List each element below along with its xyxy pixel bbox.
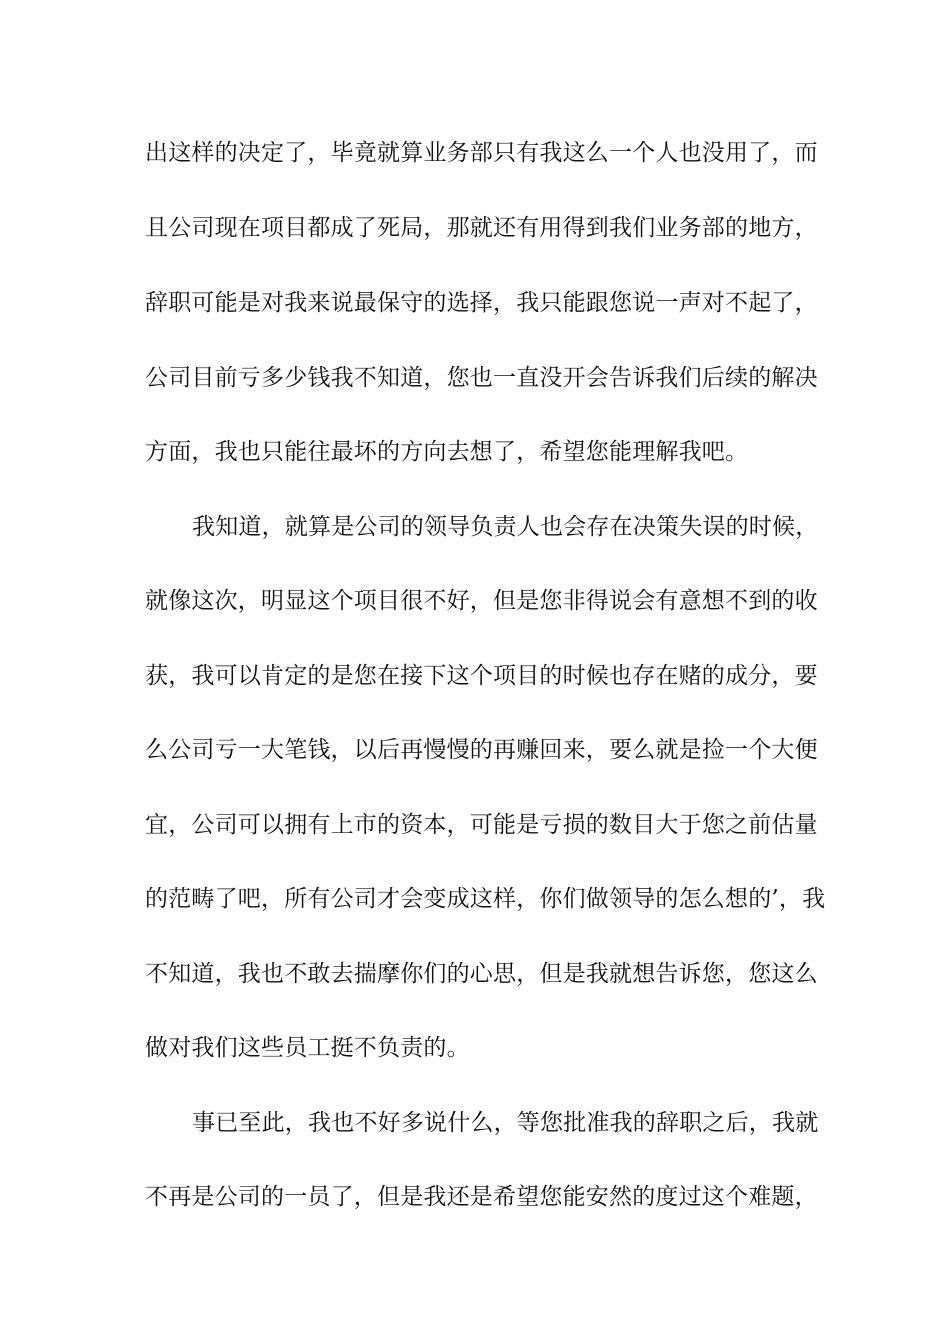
text-line: 宜，公司可以拥有上市的资本，可能是亏损的数目大于您之前估量: [145, 812, 818, 838]
text-line: 获，我可以肯定的是您在接下这个项目的时候也存在赌的成分，要: [145, 663, 818, 689]
text-line: 就像这次，明显这个项目很不好，但是您非得说会有意想不到的收: [145, 588, 818, 614]
paragraph-first-line: 我知道，就算是公司的领导负责人也会存在决策失误的时候，: [192, 514, 819, 540]
text-line: 公司目前亏多少钱我不知道，您也一直没开会告诉我们后续的解决: [145, 365, 818, 391]
text-line: 不知道，我也不敢去揣摩你们的心思，但是我就想告诉您，您这么: [145, 961, 818, 987]
text-line: 出这样的决定了，毕竟就算业务部只有我这么一个人也没用了，而: [145, 140, 818, 166]
text-line: 么公司亏一大笔钱，以后再慢慢的再赚回来，要么就是捡一个大便: [145, 737, 818, 763]
text-line: 辞职可能是对我来说最保守的选择，我只能跟您说一声对不起了，: [145, 290, 818, 316]
text-line: 不再是公司的一员了，但是我还是希望您能安然的度过这个难题，: [145, 1184, 818, 1210]
text-line: 且公司现在项目都成了死局，那就还有用得到我们业务部的地方，: [145, 215, 818, 241]
text-line: 方面，我也只能往最坏的方向去想了，希望您能理解我吧。: [145, 439, 749, 465]
text-line: 的范畴了吧，所有公司才会变成这样，你们做领导的怎么想的’，我: [145, 886, 826, 912]
paragraph-first-line: 事已至此，我也不好多说什么，等您批准我的辞职之后，我就: [192, 1110, 819, 1136]
text-line: 做对我们这些员工挺不负责的。: [145, 1035, 470, 1061]
